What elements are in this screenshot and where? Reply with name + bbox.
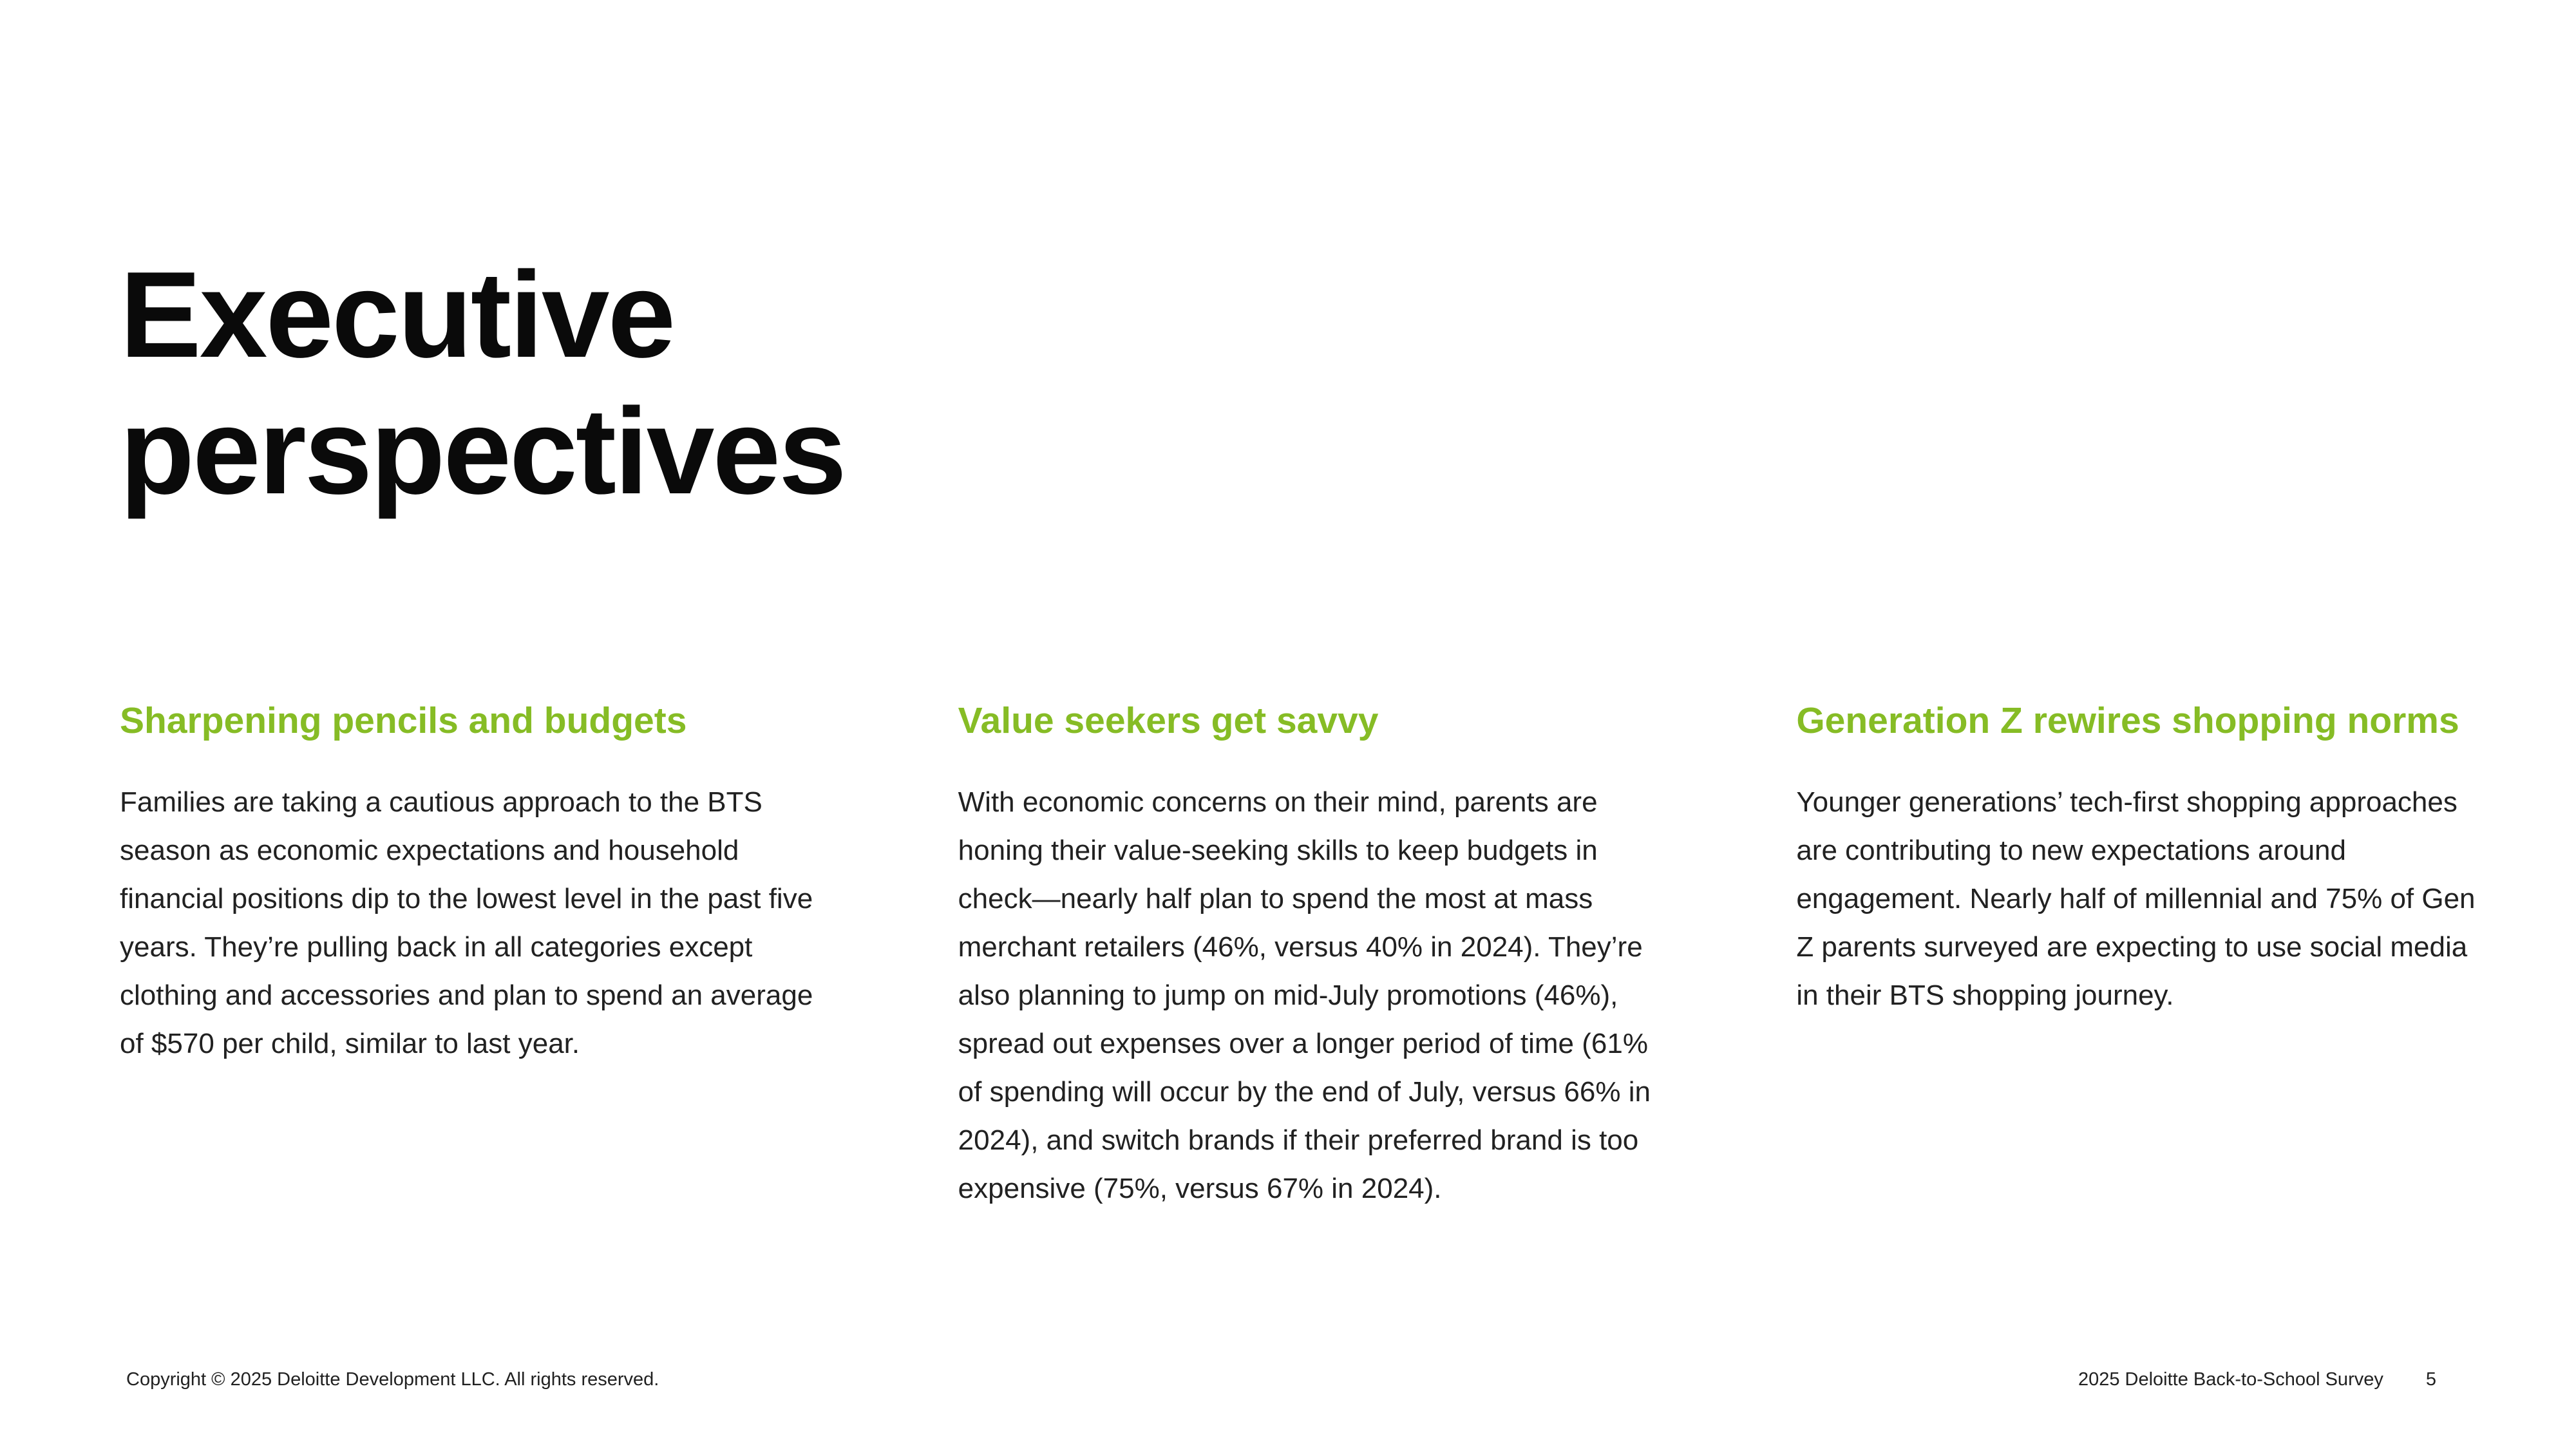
perspective-column-gen-z [1796,699,2496,1213]
column-heading-gen-z: Generation Z rewires shopping norms [1796,700,2459,741]
column-body-value-seekers: With economic concerns on their mind, parents are honing their value-seeking skills to keep budgets in check—nearly half plan to spend the most at mass merchant retailers (46%, versus 40% in 2024). They’re also planning to jump on mid-July promotions (46%), spread out expenses over a longer period of time (61% of spending will occur by the end of July, versus 66% in 2024), and switch brands if their preferred brand is too expensive (75%, versus 67% in 2024). [958,786,1651,1204]
column-body-gen-z: Younger generations’ tech-first shopping approaches are contributing to new expectations around engagement. Nearly half of millennial and 75% of Gen Z parents surveyed are expecting to use social media in their BTS shopping journey. [1796,786,2476,1011]
slide-footer [126,1368,2436,1391]
perspective-column-budgets [120,699,820,1213]
page-number: 5 [2425,1369,2436,1390]
perspective-columns [120,699,2496,1213]
copyright-text: Copyright © 2025 Deloitte Development LLC. All rights reserved. [126,1369,659,1390]
perspective-column-value-seekers [958,699,1658,1213]
page-title [120,247,845,520]
footer-right-group [2078,1368,2436,1391]
column-heading-value-seekers: Value seekers get savvy [958,700,1379,741]
page-title-line1: Executive [120,247,674,383]
column-body-budgets: Families are taking a cautious approach to the BTS season as economic expectations and household financial positions dip to the lowest level in the past five years. They’re pulling back in all categories except clothing and accessories and plan to spend an average of $570 per child, similar to last year. [120,786,813,1059]
column-heading-budgets: Sharpening pencils and budgets [120,700,687,741]
page-title-line2: perspectives [120,383,845,520]
document-title: 2025 Deloitte Back-to-School Survey [2078,1369,2383,1390]
